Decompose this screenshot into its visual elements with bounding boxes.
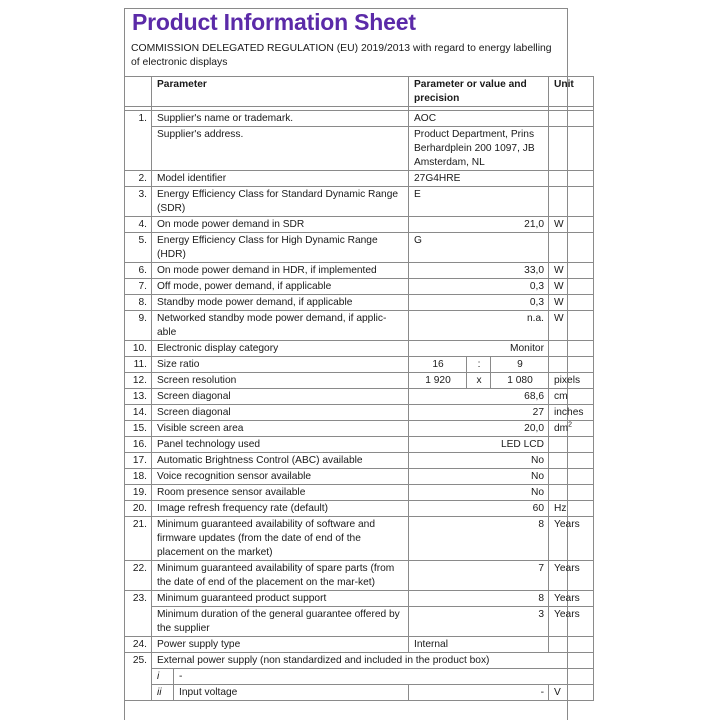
row-unit <box>549 341 594 357</box>
row-parameter: Power supply type <box>152 637 409 653</box>
table-row <box>125 421 594 437</box>
row-value: No <box>409 453 549 469</box>
row-parameter: Size ratio <box>152 357 409 373</box>
row-unit: V <box>549 685 594 701</box>
row-unit <box>549 127 594 171</box>
row-unit <box>549 111 594 127</box>
row-parameter: - <box>174 669 594 685</box>
row-index: 10. <box>125 341 152 357</box>
table-row <box>125 653 594 669</box>
row-value: 27 <box>409 405 549 421</box>
row-unit <box>549 469 594 485</box>
row-parameter: Minimum duration of the general guarantee offered by the supplier <box>152 607 409 637</box>
table-row <box>125 561 594 591</box>
row-index: 13. <box>125 389 152 405</box>
row-parameter: Automatic Brightness Control (ABC) available <box>152 453 409 469</box>
table-row <box>125 405 594 421</box>
table-row <box>125 607 594 637</box>
row-unit: Years <box>549 561 594 591</box>
table-row <box>125 341 594 357</box>
row-index: 3. <box>125 187 152 217</box>
row-unit <box>549 637 594 653</box>
table-row <box>125 517 594 561</box>
row-value: 21,0 <box>409 217 549 233</box>
row-unit <box>549 187 594 217</box>
row-index <box>125 669 152 685</box>
row-index: 18. <box>125 469 152 485</box>
row-index: 9. <box>125 311 152 341</box>
table-row <box>125 233 594 263</box>
row-parameter: Panel technology used <box>152 437 409 453</box>
row-index: 23. <box>125 591 152 607</box>
table-row <box>125 311 594 341</box>
row-value: 3 <box>409 607 549 637</box>
unit-exponent: 2 <box>568 421 573 429</box>
row-index: 5. <box>125 233 152 263</box>
row-index: 7. <box>125 279 152 295</box>
row-parameter: Input voltage <box>174 685 409 701</box>
row-unit <box>549 453 594 469</box>
row-parameter: On mode power demand in HDR, if implemented <box>152 263 409 279</box>
row-index <box>125 685 152 701</box>
row-index: 25. <box>125 653 152 669</box>
row-unit: W <box>549 279 594 295</box>
row-unit: Years <box>549 517 594 561</box>
row-index: 4. <box>125 217 152 233</box>
row-value: 8 <box>409 517 549 561</box>
row-value: 7 <box>409 561 549 591</box>
header-parameter: Parameter <box>152 77 409 107</box>
row-parameter: Screen resolution <box>152 373 409 389</box>
resolution-width: 1 920 <box>409 373 467 389</box>
row-parameter: Screen diagonal <box>152 389 409 405</box>
row-index: 11. <box>125 357 152 373</box>
row-value: AOC <box>409 111 549 127</box>
row-value: 60 <box>409 501 549 517</box>
table-row <box>125 217 594 233</box>
row-parameter: Standby mode power demand, if applicable <box>152 295 409 311</box>
row-parameter: External power supply (non standardized and included in the product box) <box>152 653 594 669</box>
table-row <box>125 685 594 701</box>
row-unit: cm <box>549 389 594 405</box>
table-row <box>125 279 594 295</box>
regulation-text: COMMISSION DELEGATED REGULATION (EU) 2019/2013 with regard to energy labelling of electronic displays <box>131 43 552 68</box>
table-row <box>125 669 594 685</box>
row-index: 24. <box>125 637 152 653</box>
row-unit: inches <box>549 405 594 421</box>
row-parameter: Minimum guaranteed product support <box>152 591 409 607</box>
row-value: 27G4HRE <box>409 171 549 187</box>
row-parameter: Room presence sensor available <box>152 485 409 501</box>
table-row <box>125 591 594 607</box>
row-parameter: Voice recognition sensor available <box>152 469 409 485</box>
row-value: 0,3 <box>409 279 549 295</box>
row-index: 16. <box>125 437 152 453</box>
ratio-separator: : <box>467 357 491 373</box>
row-value: No <box>409 469 549 485</box>
row-parameter: Minimum guaranteed availability of spare parts (from the date of end of the placement on the mar-ket) <box>152 561 409 591</box>
row-unit <box>549 485 594 501</box>
row-parameter: Minimum guaranteed availability of software and firmware updates (from the date of end of the placement on the market) <box>152 517 409 561</box>
row-index: 20. <box>125 501 152 517</box>
row-index: 17. <box>125 453 152 469</box>
row-value: 0,3 <box>409 295 549 311</box>
row-unit: W <box>549 263 594 279</box>
row-unit <box>549 357 594 373</box>
table-row <box>125 469 594 485</box>
row-parameter: Supplier's name or trademark. <box>152 111 409 127</box>
row-parameter: Energy Efficiency Class for Standard Dynamic Range (SDR) <box>152 187 409 217</box>
table-row <box>125 263 594 279</box>
resolution-separator: x <box>467 373 491 389</box>
row-index: 19. <box>125 485 152 501</box>
row-parameter: Networked standby mode power demand, if applic-able <box>152 311 409 341</box>
row-value: 68,6 <box>409 389 549 405</box>
row-index <box>125 127 152 171</box>
row-index: 8. <box>125 295 152 311</box>
row-unit <box>549 421 594 437</box>
table-row <box>125 171 594 187</box>
row-value: LED LCD <box>409 437 549 453</box>
table-row <box>125 373 594 389</box>
row-value: - <box>409 685 549 701</box>
table-row <box>125 111 594 127</box>
row-index <box>125 607 152 637</box>
spec-table <box>124 76 594 701</box>
row-index: 15. <box>125 421 152 437</box>
row-unit: Years <box>549 607 594 637</box>
table-row <box>125 501 594 517</box>
table-row <box>125 389 594 405</box>
row-unit: Years <box>549 591 594 607</box>
row-value: n.a. <box>409 311 549 341</box>
row-parameter: Electronic display category <box>152 341 409 357</box>
ratio-height: 9 <box>491 357 549 373</box>
header-value: Parameter or value and precision <box>409 77 549 107</box>
row-value: 20,0 <box>409 421 549 437</box>
resolution-height: 1 080 <box>491 373 549 389</box>
row-index: 2. <box>125 171 152 187</box>
row-value: No <box>409 485 549 501</box>
row-parameter: Supplier's address. <box>152 127 409 171</box>
row-index: 6. <box>125 263 152 279</box>
row-unit: W <box>549 217 594 233</box>
table-header-row <box>125 77 594 107</box>
sub-index: ii <box>152 685 174 701</box>
row-parameter: On mode power demand in SDR <box>152 217 409 233</box>
row-unit: pixels <box>549 373 594 389</box>
row-value: Product Department, Prins Berhardplein 200 1097, JB Amsterdam, NL <box>409 127 549 171</box>
row-index: 22. <box>125 561 152 591</box>
table-row <box>125 437 594 453</box>
table-row <box>125 127 594 171</box>
row-index: 1. <box>125 111 152 127</box>
row-unit <box>549 233 594 263</box>
row-value: E <box>409 187 549 217</box>
row-unit: W <box>549 295 594 311</box>
row-parameter: Model identifier <box>152 171 409 187</box>
sub-index: i <box>152 669 174 685</box>
row-parameter: Visible screen area <box>152 421 409 437</box>
row-index: 21. <box>125 517 152 561</box>
row-unit <box>549 437 594 453</box>
ratio-width: 16 <box>409 357 467 373</box>
table-row <box>125 637 594 653</box>
table-row <box>125 453 594 469</box>
table-row <box>125 187 594 217</box>
page-title: Product Information Sheet <box>132 9 416 35</box>
unit-base: dm <box>554 423 569 434</box>
row-parameter: Energy Efficiency Class for High Dynamic Range (HDR) <box>152 233 409 263</box>
row-unit: W <box>549 311 594 341</box>
row-parameter: Image refresh frequency rate (default) <box>152 501 409 517</box>
row-value: G <box>409 233 549 263</box>
row-value: 33,0 <box>409 263 549 279</box>
table-row <box>125 357 594 373</box>
table-row <box>125 485 594 501</box>
row-unit: Hz <box>549 501 594 517</box>
row-value: Internal <box>409 637 549 653</box>
row-value: 8 <box>409 591 549 607</box>
row-index: 14. <box>125 405 152 421</box>
header-unit: Unit <box>549 77 594 107</box>
table-row <box>125 295 594 311</box>
row-index: 12. <box>125 373 152 389</box>
row-value: Monitor <box>409 341 549 357</box>
row-unit <box>549 171 594 187</box>
row-parameter: Screen diagonal <box>152 405 409 421</box>
row-parameter: Off mode, power demand, if applicable <box>152 279 409 295</box>
